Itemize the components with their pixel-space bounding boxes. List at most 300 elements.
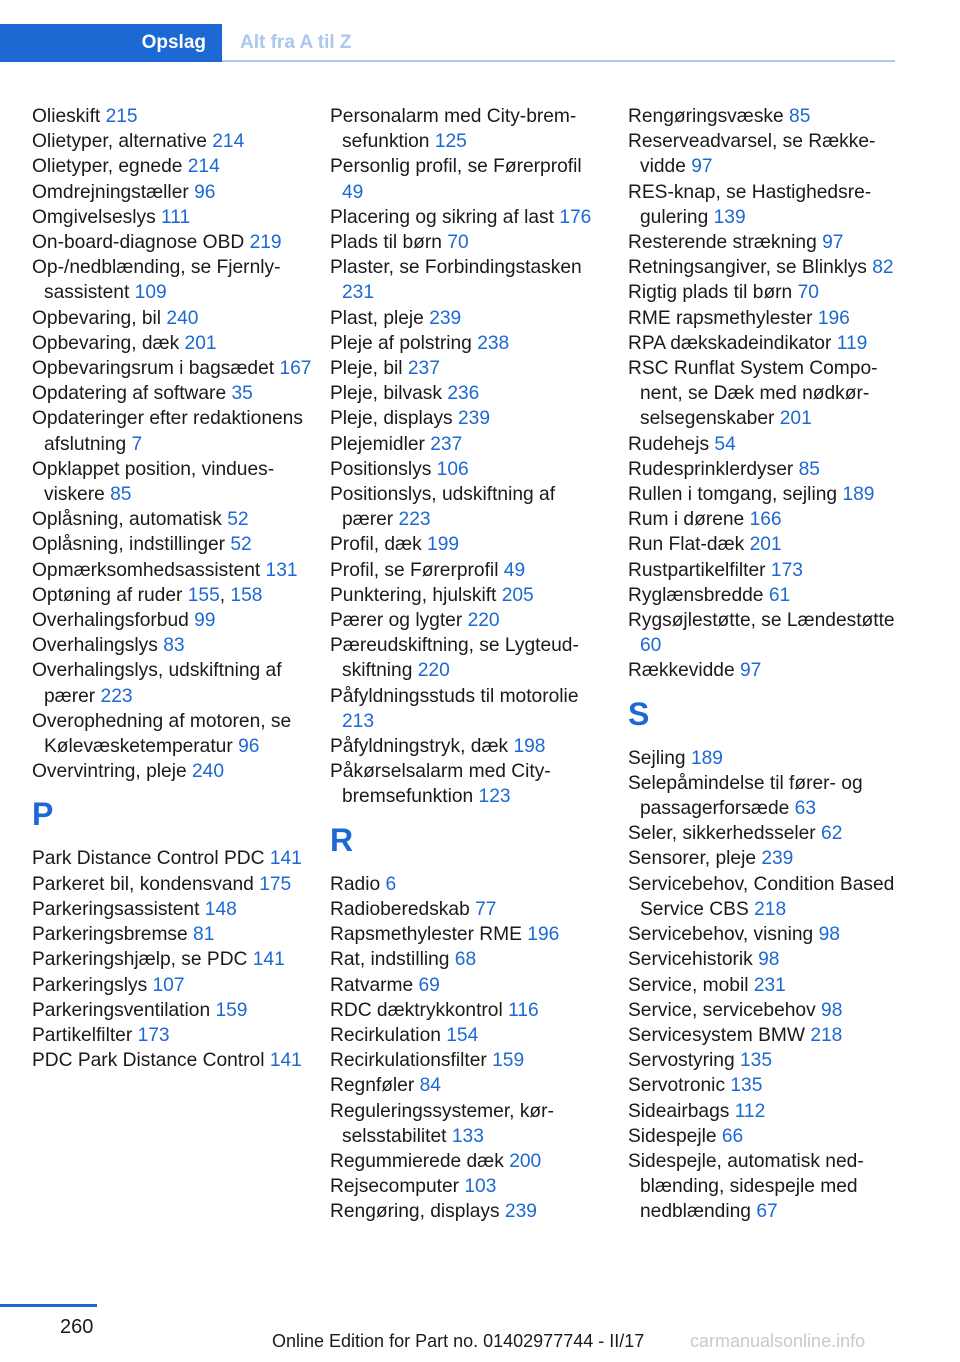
index-entry-text: Punktering, hjulskift — [330, 584, 497, 606]
page-link[interactable]: 220 — [417, 660, 450, 682]
index-entry — [628, 1073, 898, 1098]
page-link[interactable]: 223 — [100, 685, 133, 707]
footer-rule — [0, 1304, 97, 1307]
index-entry-text: Park Distance Control PDC — [32, 848, 265, 870]
index-column-2 — [330, 104, 598, 1225]
index-entry-text: Pleje af polstring — [330, 332, 472, 354]
index-entry — [330, 104, 598, 154]
index-entry-text: Servicebehov, Condition Based Service CBS — [628, 873, 895, 920]
index-entry-text: Profil, dæk — [330, 534, 422, 556]
index-entry-text: Oplåsning, automatisk — [32, 509, 222, 531]
index-entry-text: Regummierede dæk — [330, 1150, 504, 1172]
index-entry-text: Positionslys — [330, 458, 432, 480]
index-entry — [628, 998, 898, 1023]
index-entry — [628, 482, 898, 507]
index-entry — [628, 129, 898, 179]
index-entry — [628, 771, 898, 821]
page-link[interactable]: 155 — [187, 584, 220, 606]
index-entry — [32, 872, 322, 897]
page-link[interactable]: 133 — [451, 1125, 484, 1147]
index-entry-text: Rengøring, displays — [330, 1201, 500, 1223]
index-entry-text: Pæreudskiftning, se Lygteudskiftning — [330, 635, 579, 682]
page-link[interactable]: 141 — [252, 949, 285, 971]
index-entry — [330, 558, 598, 583]
index-entry — [628, 331, 898, 356]
index-entry — [32, 154, 322, 179]
page-link[interactable]: 231 — [753, 974, 786, 996]
index-entry-text: Opbevaring, bil — [32, 307, 162, 329]
page-link[interactable]: 98 — [821, 999, 843, 1021]
page-link[interactable]: 159 — [492, 1050, 525, 1072]
page-link[interactable]: 215 — [105, 106, 138, 127]
page-link[interactable]: 154 — [446, 1024, 479, 1046]
index-entry-text: Pleje, displays — [330, 408, 453, 430]
index-entry-text: Resterende strækning — [628, 232, 817, 254]
index-entry — [32, 129, 322, 154]
index-entry-text: Olieskift — [32, 106, 101, 127]
index-entry — [32, 1023, 322, 1048]
index-entry — [628, 356, 898, 432]
page-link[interactable]: 49 — [503, 559, 526, 581]
index-entry-text: Partikelfilter — [32, 1024, 133, 1046]
index-entry-text: Olietyper, egnede — [32, 156, 183, 178]
page-link[interactable]: 218 — [754, 898, 787, 920]
index-entry — [32, 658, 322, 708]
index-entry — [32, 331, 322, 356]
index-entry — [628, 558, 898, 583]
page-link[interactable]: 173 — [770, 559, 803, 581]
page-link[interactable]: 201 — [779, 408, 812, 430]
page-link[interactable]: 85 — [798, 458, 820, 480]
section-letter: P — [32, 796, 54, 833]
index-entry — [32, 897, 322, 922]
page-link[interactable]: 98 — [818, 924, 840, 946]
index-entry — [32, 558, 322, 583]
index-entry-text: Selepåmindelse til fører- og passagerforsæde — [628, 772, 863, 820]
index-entry-text: Omdrejningstæller — [32, 181, 189, 203]
index-entry-text: Påkørselsalarm med City-bremsefunktion — [330, 761, 551, 808]
page-link[interactable]: 97 — [822, 232, 844, 254]
page-link[interactable]: 99 — [194, 610, 216, 632]
index-entry — [32, 608, 322, 633]
page-link[interactable]: 148 — [204, 898, 237, 920]
index-entry-text: Retningsangiver, se Blinklys — [628, 257, 867, 279]
index-entry-text: Påfyldningstryk, dæk — [330, 736, 509, 758]
index-entry-text: Oplåsning, indstillinger — [32, 534, 226, 556]
index-entry-text: Plaster, se Forbindingstasken — [330, 257, 582, 279]
index-entry — [330, 1149, 598, 1174]
page-link[interactable]: 237 — [430, 433, 463, 455]
index-entry — [330, 684, 598, 734]
index-entry — [330, 1048, 598, 1073]
index-entry — [628, 608, 898, 658]
page-link[interactable]: 141 — [269, 1050, 302, 1072]
index-entry-text: Ryglænsbredde — [628, 584, 764, 606]
index-entry-text: RPA dækskadeindikator — [628, 332, 832, 354]
index-entry — [330, 1073, 598, 1098]
page-link[interactable]: 159 — [215, 999, 248, 1021]
page-link[interactable]: 7 — [131, 433, 143, 455]
index-entry-text: Recirkulation — [330, 1024, 441, 1046]
page-link[interactable]: 236 — [447, 383, 480, 405]
page-link[interactable]: 237 — [407, 358, 440, 380]
page-link[interactable]: 167 — [279, 358, 312, 380]
index-entry-text: RES-knap, se Hastighedsregulering — [628, 181, 872, 228]
page-link[interactable]: 70 — [797, 282, 819, 304]
page-link[interactable]: 107 — [152, 974, 185, 996]
index-entry — [628, 973, 898, 998]
index-entry — [330, 1199, 598, 1224]
index-entry-text: Rygsøjlestøtte, se Lændestøtte — [628, 610, 895, 632]
page-link[interactable]: 189 — [842, 484, 875, 506]
page-link[interactable]: 219 — [249, 232, 282, 254]
index-entry — [330, 331, 598, 356]
page-link[interactable]: 189 — [690, 747, 723, 769]
page-link[interactable]: 103 — [464, 1176, 497, 1198]
index-entry — [330, 897, 598, 922]
page-link[interactable]: 223 — [398, 509, 431, 531]
page-link[interactable]: 96 — [238, 736, 260, 758]
page-link[interactable]: 49 — [342, 181, 364, 203]
index-entry — [32, 947, 322, 972]
page-link[interactable]: 239 — [504, 1201, 537, 1223]
page-link[interactable]: 85 — [789, 106, 811, 127]
index-entry-text: Rengøringsvæske — [628, 106, 784, 127]
index-entry — [628, 947, 898, 972]
page-link[interactable]: 84 — [419, 1075, 441, 1097]
page-link[interactable]: 201 — [184, 332, 217, 354]
page-link[interactable]: 201 — [749, 534, 782, 556]
index-entry-text: Servotronic — [628, 1075, 726, 1097]
index-entry-text: Rullen i tomgang, sejling — [628, 484, 838, 506]
index-entry — [330, 532, 598, 557]
page-link[interactable]: 218 — [810, 1024, 843, 1046]
index-entry — [330, 998, 598, 1023]
index-entry-text: Påfyldningsstuds til motorolie — [330, 685, 579, 707]
page-link[interactable]: 239 — [761, 848, 794, 870]
page-link[interactable]: 196 — [817, 307, 850, 329]
index-entry-text: Reguleringssystemer, kørselsstabilitet — [330, 1100, 554, 1147]
page-link[interactable]: 82 — [872, 257, 894, 279]
page-link[interactable]: 119 — [836, 332, 868, 354]
index-entry-text: Parkeret bil, kondensvand — [32, 873, 254, 895]
index-entry — [330, 633, 598, 683]
page-link[interactable]: 60 — [640, 635, 662, 657]
index-entry-text: Sejling — [628, 747, 686, 769]
index-entry — [330, 734, 598, 759]
page-link[interactable]: 240 — [166, 307, 199, 329]
index-entry-text: Opklappet position, vinduesviskere — [32, 458, 275, 506]
index-entry-text: Radio — [330, 873, 381, 895]
index-entry-text: PDC Park Distance Control — [32, 1050, 265, 1072]
page-link[interactable]: 231 — [342, 282, 375, 304]
page-number: 260 — [60, 1316, 94, 1338]
index-entry-text: Opmærksomhedsassistent — [32, 559, 261, 581]
index-entry-text: Pleje, bil — [330, 358, 403, 380]
page-link[interactable]: 109 — [134, 282, 167, 304]
index-entry-text: Rigtig plads til børn — [628, 282, 793, 304]
index-entry — [32, 230, 322, 255]
page-link[interactable]: 158 — [230, 584, 263, 606]
index-entry — [330, 608, 598, 633]
index-entry — [32, 759, 322, 784]
index-entry-text: Run Flat-dæk — [628, 534, 745, 556]
index-entry-text: Rudesprinklerdyser — [628, 458, 794, 480]
page-link[interactable]: 77 — [475, 898, 497, 920]
index-entry-text: Opbevaringsrum i bagsædet — [32, 358, 275, 380]
index-entry-text: Parkeringslys — [32, 974, 148, 996]
page-link[interactable]: 106 — [436, 458, 469, 480]
index-entry — [628, 255, 898, 280]
index-entry-text: Omgivelseslys — [32, 206, 156, 228]
index-entry — [330, 381, 598, 406]
index-entry — [628, 104, 898, 129]
index-entry — [32, 381, 322, 406]
index-entry-text: Personalarm med City-bremsefunktion — [330, 106, 577, 153]
page-link[interactable]: 85 — [110, 484, 132, 506]
index-entry-text: RME rapsmethylester — [628, 307, 813, 329]
index-entry — [628, 846, 898, 871]
index-entry-text: Pleje, bilvask — [330, 383, 442, 405]
page-link[interactable]: 97 — [691, 156, 713, 178]
tab-alt-fra-a-til-z[interactable]: Alt fra A til Z — [240, 32, 352, 53]
index-entry — [32, 356, 322, 381]
index-entry — [628, 922, 898, 947]
page-link[interactable]: 54 — [714, 433, 736, 455]
index-entry-text: Plast, pleje — [330, 307, 424, 329]
page-link[interactable]: 196 — [527, 924, 560, 946]
index-entry-text: Optøning af ruder — [32, 584, 183, 606]
index-entry-text: Pærer og lygter — [330, 610, 463, 632]
index-entry — [32, 205, 322, 230]
page-link[interactable]: 135 — [739, 1050, 772, 1072]
index-entry-text: Servicebehov, visning — [628, 924, 814, 946]
index-entry-text: Recirkulationsfilter — [330, 1050, 487, 1072]
index-entry-text: Overhalingslys, udskiftning af pærer — [32, 660, 282, 707]
index-entry — [330, 872, 598, 897]
page-link[interactable]: 198 — [513, 736, 546, 758]
index-entry — [628, 1099, 898, 1124]
index-entry-text: Seler, sikkerhedsseler — [628, 823, 816, 845]
index-entry-text: Sidespejle, automatisk nedblænding, sidespejle med nedblænding — [628, 1150, 864, 1223]
index-entry — [628, 1124, 898, 1149]
index-entry — [330, 583, 598, 608]
page-link[interactable]: 116 — [508, 999, 539, 1021]
index-entry — [32, 180, 322, 205]
index-entry-text: Reserveadvarsel, se Rækkevidde — [628, 131, 876, 178]
index-entry — [32, 709, 322, 759]
index-entry-text: Parkeringsbremse — [32, 924, 188, 946]
index-entry-text: Rum i dørene — [628, 509, 745, 531]
index-entry — [330, 922, 598, 947]
index-entry — [32, 507, 322, 532]
index-entry — [32, 846, 322, 871]
index-entry — [628, 583, 898, 608]
index-entry-text: Sideairbags — [628, 1100, 730, 1122]
page-link[interactable]: 35 — [231, 383, 253, 405]
index-entry-text: Rækkevidde — [628, 660, 735, 682]
index-entry-text: Rudehejs — [628, 433, 710, 455]
page-link[interactable]: 98 — [758, 949, 780, 971]
index-entry-text: Plejemidler — [330, 433, 425, 455]
page-link[interactable]: 66 — [721, 1125, 744, 1147]
index-entry — [32, 406, 322, 456]
index-entry-text: Plads til børn — [330, 232, 442, 254]
index-entry-text: On-board-diagnose OBD — [32, 232, 245, 254]
page-link[interactable]: 125 — [434, 131, 467, 153]
index-entry: Optøning af ruder 155, 158 — [32, 584, 263, 606]
page-link[interactable]: 220 — [467, 610, 500, 632]
page-link[interactable]: 199 — [427, 534, 460, 556]
page-link[interactable]: 141 — [269, 848, 302, 870]
page-link[interactable]: 97 — [740, 660, 762, 682]
index-entry-text: Rapsmethylester RME — [330, 924, 522, 946]
page-link[interactable]: 214 — [212, 131, 245, 153]
index-entry — [628, 230, 898, 255]
index-entry — [330, 1023, 598, 1048]
page-link[interactable]: 173 — [137, 1024, 170, 1046]
index-entry — [628, 1048, 898, 1073]
page-link[interactable]: 238 — [477, 332, 510, 354]
index-entry — [628, 872, 898, 922]
page-link[interactable]: 112 — [734, 1100, 766, 1122]
index-entry — [330, 154, 598, 204]
index-entry-text: Regnføler — [330, 1075, 415, 1097]
page-link[interactable]: 96 — [194, 181, 216, 203]
page-link[interactable]: 68 — [454, 949, 477, 971]
index-entry-text: Overhalingsforbud — [32, 610, 189, 632]
page-link[interactable]: 69 — [418, 974, 440, 996]
index-entry — [330, 255, 598, 305]
page-link[interactable]: 175 — [259, 873, 292, 895]
index-entry — [628, 306, 898, 331]
page-link[interactable]: 239 — [429, 307, 462, 329]
index-entry-text: Servostyring — [628, 1050, 735, 1072]
index-entry-text: Sensorer, pleje — [628, 848, 756, 870]
page-link[interactable]: 139 — [713, 206, 746, 228]
page-link[interactable]: 239 — [458, 408, 491, 430]
index-entry — [330, 759, 598, 809]
index-entry-text: Overophedning af motoren, se Kølevæsketemperatur — [32, 710, 292, 758]
index-entry — [32, 104, 322, 129]
index-entry — [330, 482, 598, 532]
tab-opslag[interactable]: Opslag — [0, 24, 222, 62]
page-link[interactable]: 70 — [447, 232, 469, 254]
index-entry — [628, 1023, 898, 1048]
index-entry — [628, 432, 898, 457]
index-entry — [628, 507, 898, 532]
index-entry-text: Service, mobil — [628, 974, 749, 996]
index-entry — [628, 746, 898, 771]
index-entry-text: Parkeringshjælp, se PDC — [32, 949, 248, 971]
index-entry-text: RSC Runflat System Component, se Dæk med nødkørselsegenskaber — [628, 358, 878, 430]
index-entry-text: Opdateringer efter redaktionens afslutning — [32, 408, 303, 455]
page-link[interactable]: 52 — [227, 509, 249, 531]
section-letter: S — [628, 695, 650, 732]
index-entry — [330, 973, 598, 998]
index-column-3 — [628, 104, 898, 1225]
index-entry — [32, 532, 322, 557]
index-entry — [32, 255, 322, 305]
index-entry — [628, 180, 898, 230]
index-entry-text: Rustpartikelfilter — [628, 559, 766, 581]
index-entry-text: Opdatering af software — [32, 383, 227, 405]
header-tabbar — [0, 24, 895, 62]
index-entry-text: Overhalingslys — [32, 635, 158, 657]
index-entry — [330, 230, 598, 255]
index-entry-text: Service, servicebehov — [628, 999, 816, 1021]
page-link[interactable]: 131 — [265, 559, 298, 581]
page-link[interactable]: 61 — [768, 584, 791, 606]
page-link[interactable]: 214 — [187, 156, 220, 178]
index-entry — [628, 658, 898, 683]
index-entry — [628, 280, 898, 305]
page-link[interactable]: 81 — [193, 924, 215, 946]
index-entry — [330, 205, 598, 230]
index-entry — [628, 532, 898, 557]
index-entry-text: Parkeringsassistent — [32, 898, 200, 920]
index-entry — [628, 1149, 898, 1225]
page-link[interactable]: 123 — [478, 786, 511, 808]
index-entry — [32, 457, 322, 507]
index-entry-text: Rat, indstilling — [330, 949, 450, 971]
index-entry — [32, 998, 322, 1023]
watermark: carmanualsonline.info — [690, 1331, 866, 1351]
index-entry-text: Opbevaring, dæk — [32, 332, 180, 354]
index-entry — [330, 406, 598, 431]
page-link[interactable]: 135 — [730, 1075, 763, 1097]
index-entry-text: Rejsecomputer — [330, 1176, 460, 1198]
index-entry — [330, 457, 598, 482]
index-entry — [330, 432, 598, 457]
index-entry-text: Personlig profil, se Førerprofil — [330, 156, 582, 178]
page-link[interactable]: 83 — [163, 635, 185, 657]
index-entry-text: Servicehistorik — [628, 949, 753, 971]
index-entry-text: Sidespejle — [628, 1125, 717, 1147]
index-entry-text: Ratvarme — [330, 974, 414, 996]
page-link[interactable]: 6 — [385, 873, 397, 895]
index-entry — [32, 922, 322, 947]
index-entry-text: Overvintring, pleje — [32, 761, 187, 783]
index-entry — [330, 1174, 598, 1199]
page-link[interactable]: 52 — [230, 534, 252, 556]
page-link[interactable]: 166 — [749, 509, 782, 531]
index-entry-text: Parkeringsventilation — [32, 999, 211, 1021]
page-link[interactable]: 205 — [501, 584, 534, 606]
index-column-1 — [32, 104, 322, 1073]
index-entry-text: Profil, se Førerprofil — [330, 559, 499, 581]
index-entry — [32, 973, 322, 998]
page-link[interactable]: 240 — [191, 761, 224, 783]
index-entry-text: Placering og sikring af last — [330, 206, 554, 228]
index-entry-text: Olietyper, alternative — [32, 131, 207, 153]
page-link[interactable]: 176 — [559, 206, 592, 228]
page-link[interactable]: 62 — [821, 823, 843, 845]
section-letter: R — [330, 821, 354, 858]
index-entry — [330, 1099, 598, 1149]
index-entry — [32, 633, 322, 658]
index-entry — [628, 821, 898, 846]
page-link[interactable]: 200 — [509, 1150, 542, 1172]
tab-underline — [222, 60, 895, 62]
page-link[interactable]: 63 — [794, 798, 817, 820]
index-entry-text: Op-/nedblænding, se Fjernlysassistent — [32, 257, 281, 304]
edition-info: Online Edition for Part no. 01402977744 - II/17 — [272, 1331, 645, 1351]
index-entry — [32, 1048, 322, 1073]
page-link[interactable]: 213 — [342, 710, 375, 732]
page-link[interactable]: 111 — [161, 206, 191, 228]
page-link[interactable]: 67 — [756, 1201, 778, 1223]
